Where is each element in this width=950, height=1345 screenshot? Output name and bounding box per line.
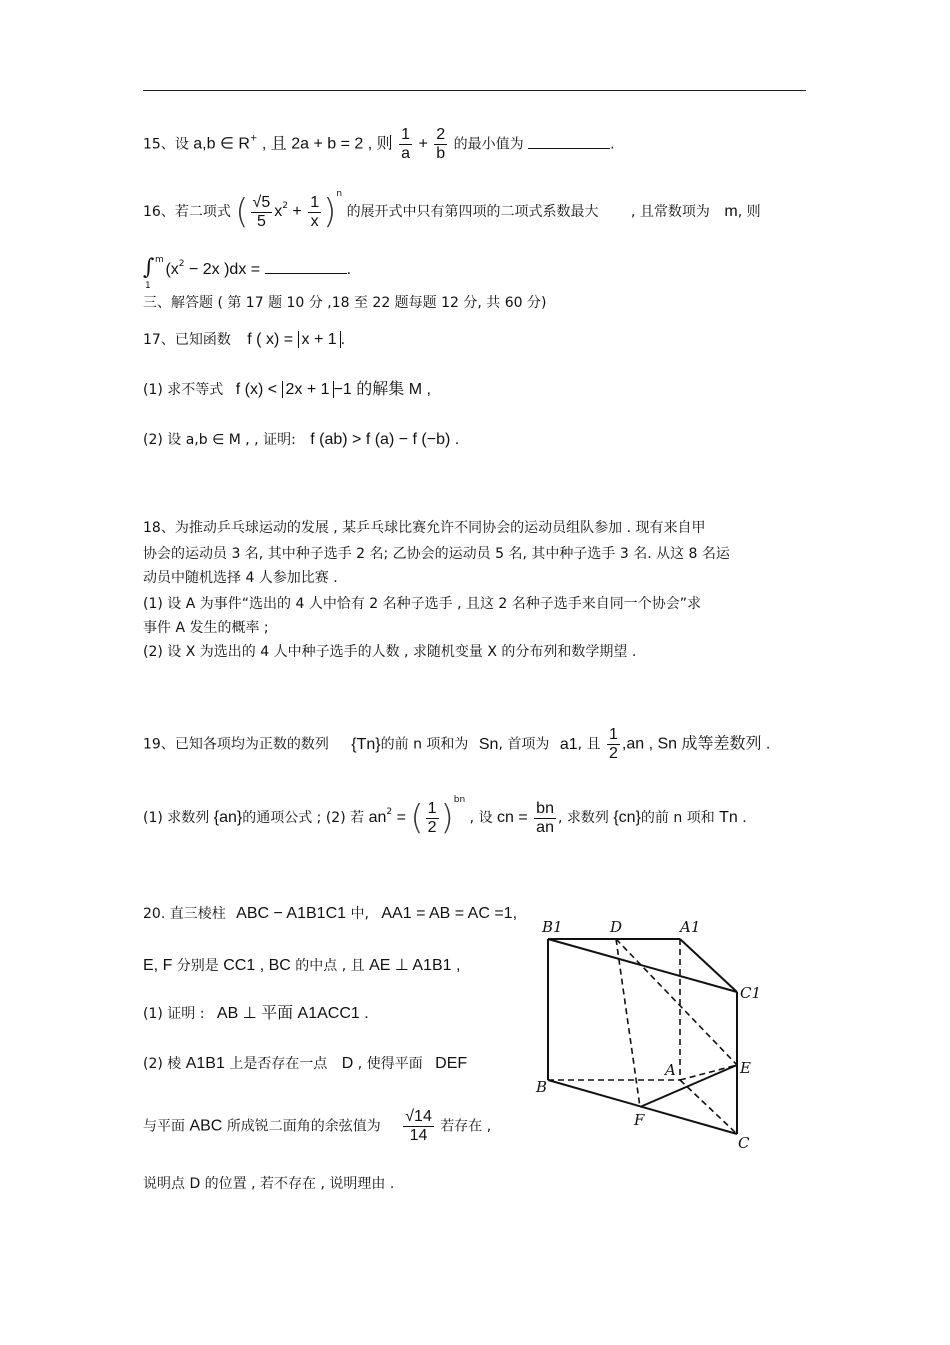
label-a1: A1 — [680, 918, 701, 936]
q15-vars: a,b ∈ R — [193, 135, 250, 153]
question-18-line-6: (2) 设 X 为选出的 4 人中种子选手的人数 , 求随机变量 X 的分布列和数学期望 . — [143, 644, 637, 660]
q20-frac-sqrt14: $\frac{√14}{14}$ — [405, 1108, 432, 1144]
question-16: 16、若二项式 ( $\frac{√5}{5}$ $x^2$ + $\frac{1}{x}$ )$^n$ 的展开式中只有第四项的二项式系数最大 , 且常数项为 m, 则 — [143, 189, 761, 232]
question-20-line-2: E, F 分别是 CC1 , BC 的中点 , 且 AE ⊥ A1B1 , — [143, 957, 461, 974]
q19-frac-half-2: $\frac{1}{2}$ — [427, 799, 437, 836]
question-18-line-5: 事件 A 发生的概率 ; — [143, 620, 269, 636]
q15-cond: , 且 2a + b = 2 , 则 — [261, 135, 393, 153]
question-20-line-6: 说明点 D 的位置 , 若不存在 , 说明理由 . — [143, 1176, 395, 1192]
q15-plus: + — [249, 133, 258, 144]
question-18-line-1: 18、为推动乒乓球运动的发展 , 某乒乓球比赛允许不同协会的运动员组队参加 . 现有来自甲 — [143, 520, 706, 536]
label-f: F — [634, 1111, 645, 1129]
question-19: 19、已知各项均为正数的数列 {Tn}的前 n 项和为 Sn, 首项为 a1, 且 $\frac{1}{2}$ ,an , Sn 成等差数列 . — [143, 726, 771, 762]
q16-frac-sqrt5: $\frac{√5}{5}$ — [252, 193, 271, 230]
q16-text: 的展开式中只有第四项的二项式系数最大 — [346, 204, 599, 220]
q16-lead: 16、若二项式 — [143, 204, 231, 220]
label-b: B — [536, 1078, 548, 1096]
question-17: 17、已知函数 f ( x) = x + 1 . — [143, 331, 346, 348]
question-18-line-2: 协会的运动员 3 名, 其中种子选手 2 名; 乙协会的运动员 5 名, 其中种子选手 3 名. 从这 8 名运 — [143, 546, 730, 562]
q16-frac-1x: $\frac{1}{x}$ — [310, 193, 320, 230]
question-20-line-4: (2) 棱 A1B1 上是否存在一点 D , 使得平面 DEF — [143, 1055, 468, 1072]
question-16-integral: ∫ m 1 ($x^2 - 2x$ )dx = . — [143, 255, 352, 291]
edge-f-e — [640, 1065, 737, 1107]
header-rule — [143, 90, 806, 91]
label-c1: C1 — [740, 984, 762, 1002]
q16-right-paren: ) — [323, 192, 337, 232]
q19-frac-half: $\frac{1}{2}$ — [608, 726, 618, 762]
question-17-part-1: (1) 求不等式 f (x) < 2x + 1 −1 的解集 M , — [143, 381, 431, 398]
q16-answer-blank[interactable] — [265, 259, 347, 274]
question-15: 15、设 a,b ∈ R+ , 且 2a + b = 2 , 则 $\frac{1}{a}$ + $\frac{2}{b}$ 的最小值为 . — [143, 126, 615, 162]
q15-answer-blank[interactable] — [528, 134, 610, 149]
q15-frac-2: $\frac{2}{b}$ — [436, 126, 446, 162]
question-20-line-1: 20. 直三棱柱 ABC − A1B1C1 中, AA1 = AB = AC =1, — [143, 905, 518, 922]
question-18-line-3: 动员中随机选择 4 人参加比赛 . — [143, 570, 338, 586]
label-a: A — [665, 1061, 676, 1079]
question-18-line-4: (1) 设 A 为事件“选出的 4 人中恰有 2 名种子选手 , 且这 2 名种子选手来自同一个协会”求 — [143, 596, 702, 612]
q19-frac-bn-an: $\frac{bn}{an}$ — [536, 799, 554, 836]
q15-frac-1: $\frac{1}{a}$ — [401, 126, 411, 162]
integral-sign: ∫ m 1 — [143, 255, 164, 291]
prism-figure — [530, 912, 800, 1157]
q15-lead: 15、设 — [143, 136, 189, 153]
q15-op: + — [418, 135, 428, 153]
edge-d-e-hidden — [616, 939, 737, 1065]
label-e: E — [740, 1059, 751, 1077]
q15-tail: 的最小值为 — [453, 136, 524, 153]
q16-left-paren: ( — [235, 192, 249, 232]
label-d: D — [610, 918, 623, 936]
question-20-line-3: (1) 证明 : AB ⊥ 平面 A1ACC1 . — [143, 1005, 369, 1022]
question-20-line-5: 与平面 ABC 所成锐二面角的余弦值为 $\frac{√14}{14}$ 若存在 , — [143, 1108, 492, 1144]
label-c: C — [738, 1134, 750, 1152]
question-17-part-2: (2) 设 a,b ∈ M , , 证明: f (ab) > f (a) − f (−b) . — [143, 431, 460, 448]
label-b1: B1 — [542, 918, 563, 936]
section-3-heading: 三、解答题 ( 第 17 题 10 分 ,18 至 22 题每题 12 分, 共 60 分) — [143, 295, 547, 311]
question-19-parts: (1) 求数列 {an}的通项公式 ; (2) 若 $an^2$ = ( $\frac{1}{2}$ )$^{bn}$ , 设 cn = $\frac{bn}{an}$ , 求数列 {cn}的前 n 项和 Tn . — [143, 795, 747, 838]
